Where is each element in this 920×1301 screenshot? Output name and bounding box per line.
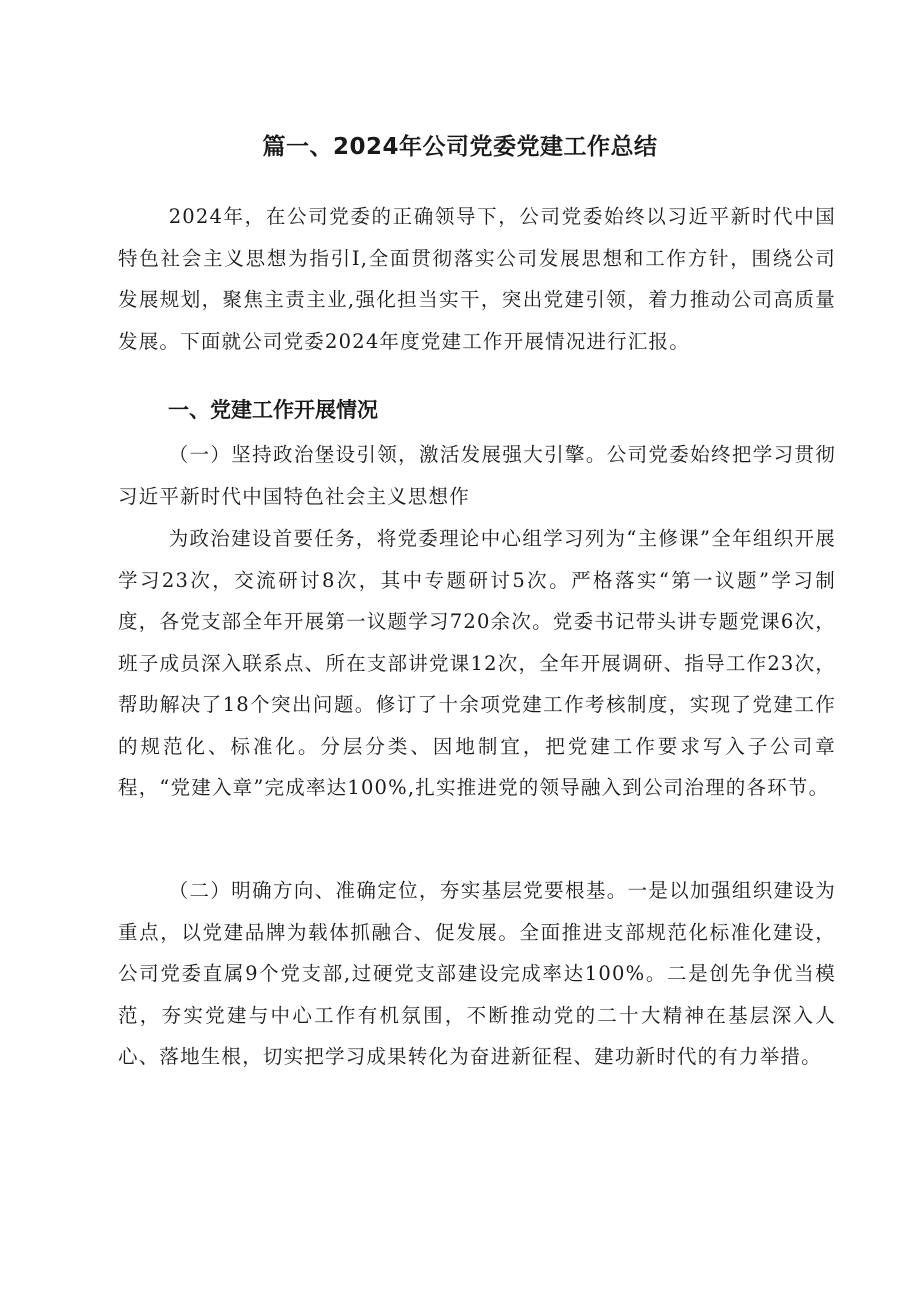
paragraph-1-part-b: 为政治建设首要任务，将党委理论中心组学习列为“主修课”全年组织开展学习23次，交流研讨8次，其中专题研讨5次。严格落实“第一议题”学习制度，各党支部全年开展第一议题学习720余次。党委书记带头讲专题党课6次，班子成员深入联系点、所在支部讲党课12次，全年开展调研、指导工作23次，帮助解决了18个突出问题。修订了十余项党建工作考核制度，实现了党建工作的规范化、标准化。分层分类、因地制宜，把党建工作要求写入子公司章程，“党建入章”完成率达100%,扎实推进党的领导融入到公司治理的各环节。 <box>118 527 836 799</box>
intro-paragraph: 2024年，在公司党委的正确领导下，公司党委始终以习近平新时代中国特色社会主义思想为指引I,全面贯彻落实公司发展思想和工作方针，围绕公司发展规划，聚焦主责主业,强化担当实干，突出党建引领，着力推动公司高质量发展。下面就公司党委2024年度党建工作开展情况进行汇报。 <box>118 205 836 353</box>
paragraph-2: （二）明确方向、准确定位，夯实基层党要根基。一是以加强组织建设为重点，以党建品牌为载体抓融合、促发展。全面推进支部规范化标准化建设，公司党委直属9个党支部,过硬党支部建设完成率达100%。二是创先争优当模范，夯实党建与中心工作有机氛围，不断推动党的二十大精神在基层深入人心、落地生根，切实把学习成果转化为奋进新征程、建功新时代的有力举措。 <box>118 879 836 1068</box>
document-title: 篇一、2024年公司党委党建工作总结 <box>262 134 658 160</box>
section-heading: 一、党建工作开展情况 <box>168 398 378 422</box>
paragraph-1-part-a: （一）坚持政治堡设引领，激活发展强大引擎。公司党委始终把学习贯彻习近平新时代中国特色社会主义思想作 <box>118 443 836 508</box>
